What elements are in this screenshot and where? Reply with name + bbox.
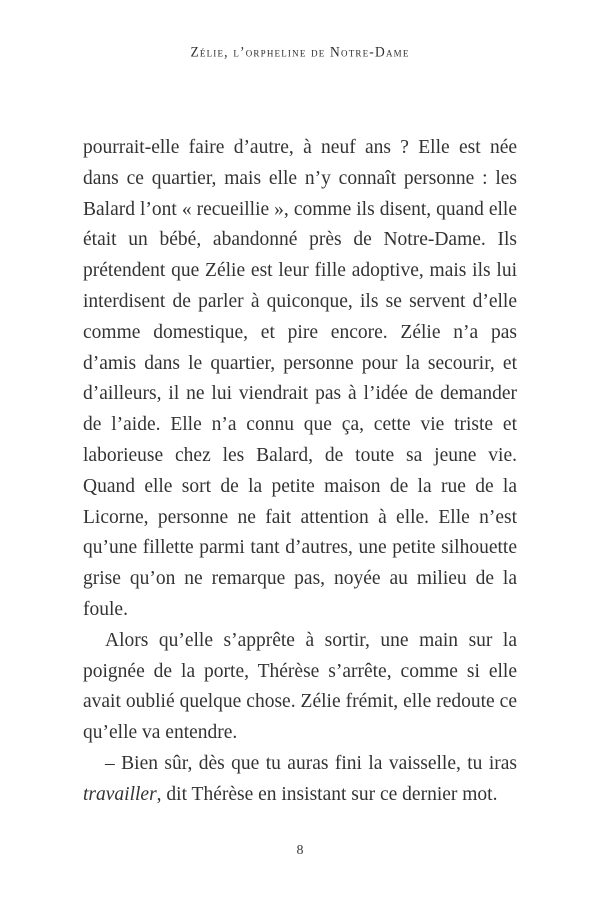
paragraph: Alors qu’elle s’apprête à sortir, une main sur la poignée de la porte, Thérèse s’arrête, comme si elle avait oublié quelque chose. Zélie frémit, elle redoute ce qu’elle va entendre. (83, 629, 517, 744)
emphasized-word: travailler (83, 783, 157, 805)
page-number: 8 (296, 843, 304, 858)
paragraph: pourrait-elle faire d’autre, à neuf ans ? Elle est née dans ce quartier, mais elle n’y connaît personne : les Balard l’ont « recueillie », comme ils disent, quand elle était un bébé, abandonné près de Notre-Dame. Ils prétendent que Zélie est leur fille adoptive, mais ils lui interdisent de parler à quiconque, ils se servent d’elle comme domestique, et pire encore. Zélie n’a pas d’amis dans le quartier, personne pour la secourir, et d’ailleurs, il ne lui viendrait pas à l’idée de demander de l’aide. Elle n’a connu que ça, cette vie triste et laborieuse chez les Balard, de toute sa jeune vie. Quand elle sort de la petite maison de la rue de la Licorne, personne ne fait attention à elle. Elle n’est qu’une fillette parmi tant d’autres, une petite silhouette grise qu’on ne remarque pas, noyée au milieu de la foule. (83, 137, 517, 620)
paragraph-dialogue (83, 749, 517, 811)
body-text (83, 133, 517, 811)
dialogue-text: – Bien sûr, dès que tu auras fini la vaisselle, tu iras (105, 752, 517, 774)
running-title: Zélie, l’orpheline de Notre-Dame (190, 43, 410, 60)
dialogue-text: , dit Thérèse en insistant sur ce dernier mot. (156, 783, 498, 805)
